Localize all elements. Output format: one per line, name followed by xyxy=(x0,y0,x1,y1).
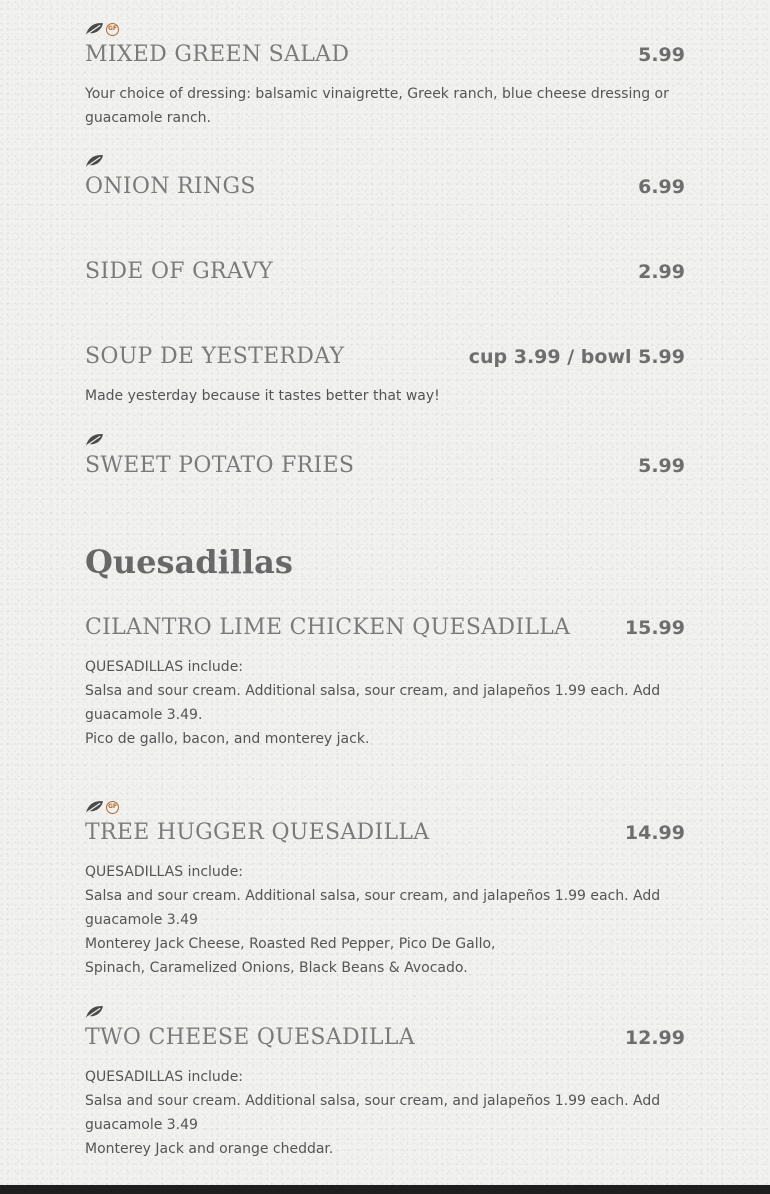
item-description: QUESADILLAS include: Salsa and sour cream. Additional salsa, sour cream, and jalapeños 1.99 each. Add guacamole 3.49. Pico de gallo, bacon, and monterey jack. xyxy=(85,659,661,747)
diet-badges xyxy=(85,152,685,170)
gluten-free-icon: GF xyxy=(106,801,119,814)
item-description: Made yesterday because it tastes better that way! xyxy=(85,388,440,404)
item-name: TWO CHEESE QUESADILLA xyxy=(85,1025,415,1050)
diet-badges xyxy=(85,431,685,449)
item-name: ONION RINGS xyxy=(85,174,256,199)
item-price: cup 3.99 / bowl 5.99 xyxy=(468,346,685,368)
item-price: 2.99 xyxy=(638,261,685,283)
menu-item-soup-de-yesterday xyxy=(85,344,685,408)
leaf-icon xyxy=(85,1005,104,1019)
item-price: 5.99 xyxy=(638,455,685,477)
menu-item-two-cheese-quesadilla xyxy=(85,1003,685,1161)
diet-badges xyxy=(85,1003,685,1021)
item-name: SWEET POTATO FRIES xyxy=(85,453,355,478)
section-title-quesadillas: Quesadillas xyxy=(85,543,293,581)
item-price: 15.99 xyxy=(624,617,685,639)
item-price: 6.99 xyxy=(638,176,685,198)
menu-item-side-of-gravy xyxy=(85,259,685,285)
gluten-free-icon: GF xyxy=(106,23,119,36)
item-price: 14.99 xyxy=(624,822,685,844)
menu-item-onion-rings xyxy=(85,152,685,200)
item-name: MIXED GREEN SALAD xyxy=(85,42,350,67)
item-description: Your choice of dressing: balsamic vinaigrette, Greek ranch, blue cheese dressing or guacamole ranch. xyxy=(85,86,669,126)
item-name: CILANTRO LIME CHICKEN QUESADILLA xyxy=(85,615,571,640)
leaf-icon xyxy=(85,22,104,36)
footer-bar xyxy=(0,1185,770,1194)
menu-item-mixed-green-salad xyxy=(85,20,685,130)
leaf-icon xyxy=(85,800,104,814)
diet-badges xyxy=(85,20,685,38)
menu-item-cilantro-lime-chicken-quesadilla xyxy=(85,615,685,751)
leaf-icon xyxy=(85,154,104,168)
item-name: SIDE OF GRAVY xyxy=(85,259,273,284)
item-name: TREE HUGGER QUESADILLA xyxy=(85,820,430,845)
leaf-icon xyxy=(85,433,104,447)
item-description: QUESADILLAS include: Salsa and sour cream. Additional salsa, sour cream, and jalapeños 1.99 each. Add guacamole 3.49 Monterey Jack Cheese, Roasted Red Pepper, Pico De Gallo, Spinach, Caramelized Onions, Black Beans & Avocado. xyxy=(85,864,661,976)
item-description: QUESADILLAS include: Salsa and sour cream. Additional salsa, sour cream, and jalapeños 1.99 each. Add guacamole 3.49 Monterey Jack and orange cheddar. xyxy=(85,1069,661,1157)
item-price: 12.99 xyxy=(624,1027,685,1049)
item-price: 5.99 xyxy=(638,44,685,66)
menu-item-sweet-potato-fries xyxy=(85,431,685,479)
menu-item-tree-hugger-quesadilla xyxy=(85,798,685,980)
diet-badges xyxy=(85,798,685,816)
item-name: SOUP DE YESTERDAY xyxy=(85,344,345,369)
